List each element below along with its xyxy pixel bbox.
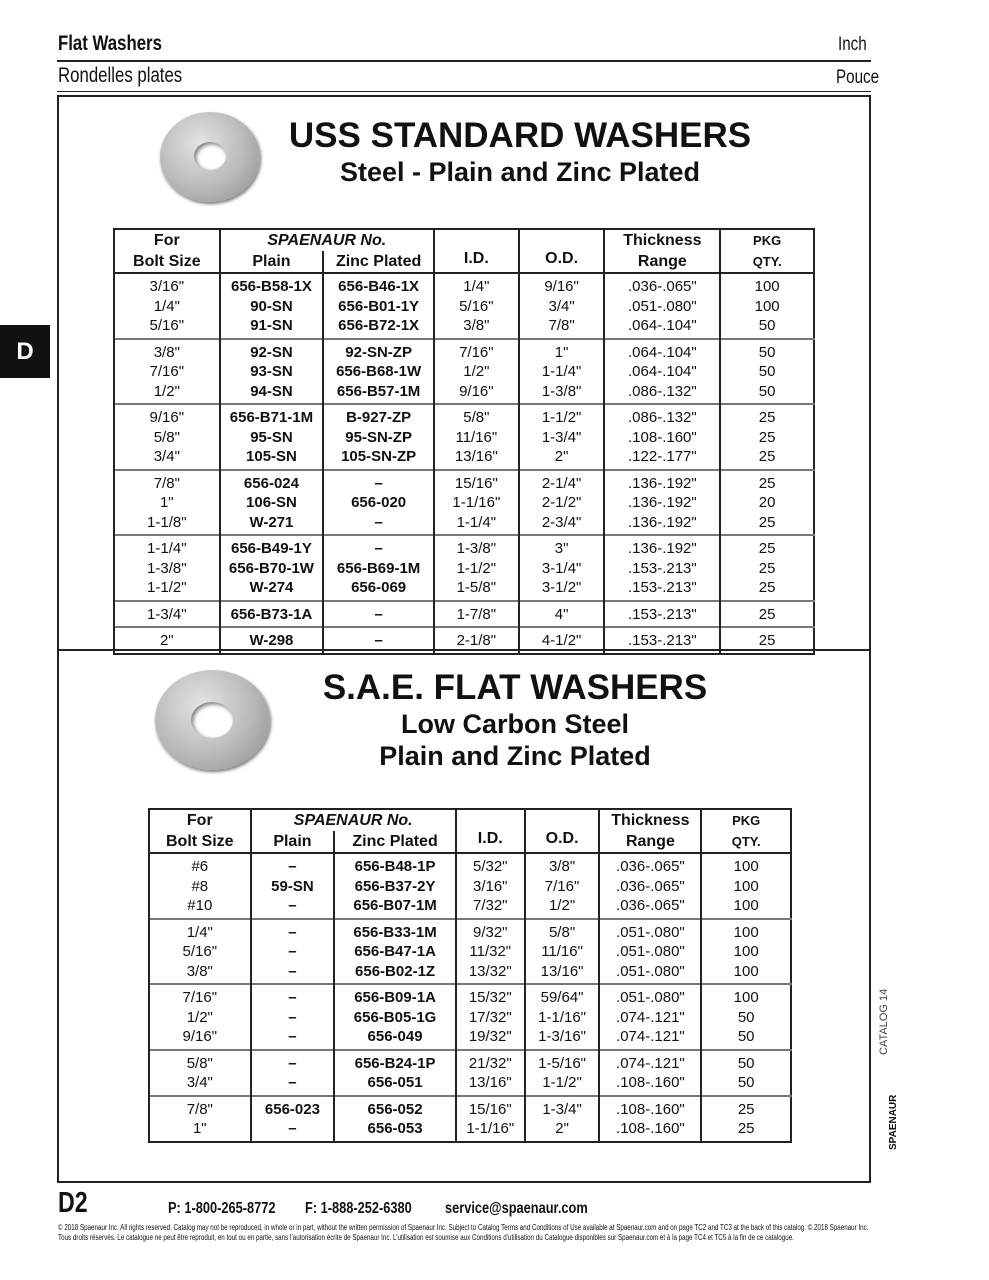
table-row bbox=[149, 877, 791, 897]
qty-header: QTY. bbox=[720, 251, 814, 273]
table-cell: 7/16" bbox=[525, 877, 600, 897]
pkg-header: PKG bbox=[720, 229, 814, 251]
table-cell: .074-.121" bbox=[599, 1008, 701, 1028]
table-cell: 4-1/2" bbox=[519, 627, 605, 654]
table-row bbox=[149, 853, 791, 877]
table-cell: 15/16" bbox=[456, 1096, 525, 1120]
table-row bbox=[149, 1008, 791, 1028]
table-row bbox=[114, 273, 814, 297]
bolt-size-header-2: Bolt Size bbox=[149, 831, 251, 853]
table-cell: 3/8" bbox=[525, 853, 600, 877]
table-cell: .036-.065" bbox=[604, 273, 720, 297]
table-cell: 656-B47-1A bbox=[334, 942, 456, 962]
table-cell: 25 bbox=[720, 513, 814, 536]
table-cell: 13/32" bbox=[456, 962, 525, 985]
table-cell: 656-B09-1A bbox=[334, 984, 456, 1008]
qty-header: QTY. bbox=[701, 831, 791, 853]
table-cell: 5/8" bbox=[525, 919, 600, 943]
table-row bbox=[114, 627, 814, 654]
legal-text: © 2018 Spaenaur Inc. All rights reserved. Catalog may not be reproduced, in whole or in part, without the written permission of Spaenaur Inc. Subject to Catalog Terms and Conditions of Use available at Spaenaur.com and on page TC2 and TC3 at the back of this catalog. © 2018 Spaenaur Inc. Tous droits réservés. Le catalogue ne peut être reproduit, en tout ou en partie, sans l’autorisation écrite de Spaenaur Inc. L’utilisation est soumise aux Conditions d’utilisation du Catalogue disponibles sur Spaenaur.com et à la page TC4 et TC5 à la fin de ce catalogue. bbox=[58, 1223, 869, 1242]
zinc-plated-header: Zinc Plated bbox=[334, 831, 456, 853]
table-cell: 5/8" bbox=[114, 428, 220, 448]
sae-table bbox=[148, 808, 792, 1143]
bolt-size-header-2: Bolt Size bbox=[114, 251, 220, 273]
table-cell: .136-.192" bbox=[604, 470, 720, 494]
table-cell: – bbox=[323, 470, 434, 494]
table-cell: 106-SN bbox=[220, 493, 324, 513]
table-row bbox=[114, 535, 814, 559]
table-cell: 100 bbox=[701, 984, 791, 1008]
table-cell: 1-3/4" bbox=[525, 1096, 600, 1120]
table-cell: 50 bbox=[701, 1027, 791, 1050]
table-cell: 1-3/8" bbox=[434, 535, 519, 559]
table-cell: 1-1/2" bbox=[434, 559, 519, 579]
table-cell: 1/2" bbox=[114, 382, 220, 405]
table-cell: – bbox=[323, 601, 434, 628]
table-cell: 656-B37-2Y bbox=[334, 877, 456, 897]
table-cell: 17/32" bbox=[456, 1008, 525, 1028]
table-cell: 1-1/2" bbox=[114, 578, 220, 601]
header-divider bbox=[57, 60, 871, 62]
table-cell: 25 bbox=[701, 1096, 791, 1120]
table-cell: 1/4" bbox=[434, 273, 519, 297]
table-cell: 1-3/4" bbox=[519, 428, 605, 448]
table-cell: .051-.080" bbox=[599, 919, 701, 943]
table-cell: .108-.160" bbox=[599, 1119, 701, 1142]
table-cell: 1-1/16" bbox=[434, 493, 519, 513]
table-cell: 1/2" bbox=[149, 1008, 251, 1028]
table-cell: .064-.104" bbox=[604, 362, 720, 382]
table-cell: – bbox=[251, 896, 335, 919]
spaenaur-no-header: SPAENAUR No. bbox=[251, 809, 456, 831]
table-cell: 3" bbox=[519, 535, 605, 559]
table-row bbox=[149, 1096, 791, 1120]
table-row bbox=[114, 601, 814, 628]
table-cell: 59/64" bbox=[525, 984, 600, 1008]
table-cell: 50 bbox=[701, 1050, 791, 1074]
table-row bbox=[114, 362, 814, 382]
uss-table bbox=[113, 228, 815, 655]
table-cell: 3-1/4" bbox=[519, 559, 605, 579]
unit-label: Inch bbox=[838, 34, 867, 55]
table-cell: 9/16" bbox=[434, 382, 519, 405]
table-cell: 11/16" bbox=[434, 428, 519, 448]
table-cell: 15/32" bbox=[456, 984, 525, 1008]
table-cell: – bbox=[251, 1073, 335, 1096]
table-cell: .086-.132" bbox=[604, 404, 720, 428]
page-title: Flat Washers bbox=[58, 32, 162, 55]
table-cell: .036-.065" bbox=[599, 853, 701, 877]
table-cell: 13/16" bbox=[456, 1073, 525, 1096]
table-row bbox=[149, 896, 791, 919]
table-cell: .122-.177" bbox=[604, 447, 720, 470]
table-cell: 11/32" bbox=[456, 942, 525, 962]
table-cell: 1-5/16" bbox=[525, 1050, 600, 1074]
table-cell: 1" bbox=[114, 493, 220, 513]
table-cell: – bbox=[323, 627, 434, 654]
table-cell: 656-B48-1P bbox=[334, 853, 456, 877]
table-cell: 656-B73-1A bbox=[220, 601, 324, 628]
uss-washer-image bbox=[160, 112, 260, 202]
table-cell: 1-3/4" bbox=[114, 601, 220, 628]
table-cell: 656-B33-1M bbox=[334, 919, 456, 943]
table-cell: 1/4" bbox=[149, 919, 251, 943]
table-row bbox=[114, 297, 814, 317]
od-header: O.D. bbox=[519, 229, 605, 273]
table-cell: 5/16" bbox=[149, 942, 251, 962]
table-cell: 3-1/2" bbox=[519, 578, 605, 601]
table-cell: 9/32" bbox=[456, 919, 525, 943]
table-cell: 656-069 bbox=[323, 578, 434, 601]
table-cell: 1-1/4" bbox=[114, 535, 220, 559]
uss-title: USS STANDARD WASHERS bbox=[288, 116, 752, 155]
table-cell: 656-B01-1Y bbox=[323, 297, 434, 317]
table-cell: – bbox=[251, 1027, 335, 1050]
phone: P: 1-800-265-8772 bbox=[168, 1200, 276, 1217]
table-cell: 11/16" bbox=[525, 942, 600, 962]
table-cell: 7/8" bbox=[519, 316, 605, 339]
table-cell: 25 bbox=[720, 535, 814, 559]
sae-subtitle: Low Carbon Steel bbox=[400, 709, 630, 739]
table-cell: 3/16" bbox=[456, 877, 525, 897]
table-cell: 9/16" bbox=[149, 1027, 251, 1050]
table-cell: 50 bbox=[701, 1073, 791, 1096]
table-cell: 3/4" bbox=[114, 447, 220, 470]
table-cell: W-274 bbox=[220, 578, 324, 601]
table-cell: – bbox=[251, 1008, 335, 1028]
table-cell: 9/16" bbox=[519, 273, 605, 297]
table-cell: 1/4" bbox=[114, 297, 220, 317]
section-tab: D bbox=[0, 325, 50, 378]
table-cell: 7/16" bbox=[149, 984, 251, 1008]
table-row bbox=[149, 942, 791, 962]
table-cell: 25 bbox=[720, 428, 814, 448]
table-cell: .051-.080" bbox=[599, 962, 701, 985]
bolt-size-header: For bbox=[149, 809, 251, 831]
table-cell: 21/32" bbox=[456, 1050, 525, 1074]
table-cell: 3/4" bbox=[519, 297, 605, 317]
table-cell: .051-.080" bbox=[604, 297, 720, 317]
table-cell: 1" bbox=[519, 339, 605, 363]
table-cell: 3/4" bbox=[149, 1073, 251, 1096]
table-cell: 1/2" bbox=[434, 362, 519, 382]
table-cell: 15/16" bbox=[434, 470, 519, 494]
uss-subtitle: Steel - Plain and Zinc Plated bbox=[339, 157, 701, 187]
table-cell: 1/2" bbox=[525, 896, 600, 919]
od-header: O.D. bbox=[525, 809, 600, 853]
table-cell: .136-.192" bbox=[604, 513, 720, 536]
table-cell: .064-.104" bbox=[604, 339, 720, 363]
table-row bbox=[149, 962, 791, 985]
table-row bbox=[114, 339, 814, 363]
table-cell: .036-.065" bbox=[599, 877, 701, 897]
table-cell: 100 bbox=[701, 942, 791, 962]
table-cell: 1" bbox=[149, 1119, 251, 1142]
table-row bbox=[114, 470, 814, 494]
table-cell: W-298 bbox=[220, 627, 324, 654]
range-header: Range bbox=[599, 831, 701, 853]
table-cell: 3/8" bbox=[149, 962, 251, 985]
table-cell: 1-1/4" bbox=[434, 513, 519, 536]
table-cell: 2-1/2" bbox=[519, 493, 605, 513]
table-cell: 656-B69-1M bbox=[323, 559, 434, 579]
table-row bbox=[149, 1050, 791, 1074]
table-cell: 7/8" bbox=[149, 1096, 251, 1120]
table-row bbox=[149, 919, 791, 943]
table-cell: 656-B02-1Z bbox=[334, 962, 456, 985]
table-cell: 100 bbox=[701, 853, 791, 877]
table-cell: 19/32" bbox=[456, 1027, 525, 1050]
table-cell: #10 bbox=[149, 896, 251, 919]
table-cell: .036-.065" bbox=[599, 896, 701, 919]
page-title-fr: Rondelles plates bbox=[58, 64, 183, 87]
table-cell: 100 bbox=[701, 896, 791, 919]
table-cell: 50 bbox=[701, 1008, 791, 1028]
table-row bbox=[114, 428, 814, 448]
table-cell: 656-B49-1Y bbox=[220, 535, 324, 559]
table-cell: 100 bbox=[701, 919, 791, 943]
table-cell: .136-.192" bbox=[604, 535, 720, 559]
sae-title: S.A.E. FLAT WASHERS bbox=[322, 668, 708, 707]
table-cell: .108-.160" bbox=[599, 1073, 701, 1096]
table-cell: 9/16" bbox=[114, 404, 220, 428]
email-link[interactable]: service@spaenaur.com bbox=[445, 1200, 588, 1217]
table-cell: 50 bbox=[720, 316, 814, 339]
table-cell: 656-B24-1P bbox=[334, 1050, 456, 1074]
table-row bbox=[114, 316, 814, 339]
table-cell: 1-5/8" bbox=[434, 578, 519, 601]
catalog-label: CATALOG 14 bbox=[878, 988, 890, 1055]
table-cell: .153-.213" bbox=[604, 627, 720, 654]
table-cell: 1-1/16" bbox=[456, 1119, 525, 1142]
table-cell: 656-B46-1X bbox=[323, 273, 434, 297]
table-cell: .074-.121" bbox=[599, 1027, 701, 1050]
table-cell: 656-B07-1M bbox=[334, 896, 456, 919]
table-cell: 2" bbox=[525, 1119, 600, 1142]
table-cell: 92-SN-ZP bbox=[323, 339, 434, 363]
range-header: Range bbox=[604, 251, 720, 273]
table-cell: – bbox=[251, 962, 335, 985]
sae-subtitle-2: Plain and Zinc Plated bbox=[379, 741, 651, 771]
table-cell: 7/32" bbox=[456, 896, 525, 919]
table-cell: B-927-ZP bbox=[323, 404, 434, 428]
table-cell: 656-024 bbox=[220, 470, 324, 494]
thickness-header: Thickness bbox=[599, 809, 701, 831]
table-cell: 2" bbox=[114, 627, 220, 654]
spaenaur-logo: SPAENAUR bbox=[888, 1094, 899, 1150]
table-cell: 656-023 bbox=[251, 1096, 335, 1120]
table-row bbox=[114, 559, 814, 579]
table-row bbox=[114, 578, 814, 601]
table-cell: – bbox=[251, 919, 335, 943]
table-cell: 656-B58-1X bbox=[220, 273, 324, 297]
table-cell: 1-1/2" bbox=[525, 1073, 600, 1096]
table-cell: .051-.080" bbox=[599, 942, 701, 962]
table-cell: .153-.213" bbox=[604, 601, 720, 628]
table-cell: 5/16" bbox=[434, 297, 519, 317]
bolt-size-header: For bbox=[114, 229, 220, 251]
table-cell: 25 bbox=[701, 1119, 791, 1142]
table-cell: 25 bbox=[720, 470, 814, 494]
table-cell: 95-SN bbox=[220, 428, 324, 448]
table-cell: 3/8" bbox=[114, 339, 220, 363]
table-cell: .074-.121" bbox=[599, 1050, 701, 1074]
table-cell: – bbox=[251, 1119, 335, 1142]
table-cell: 94-SN bbox=[220, 382, 324, 405]
table-cell: 13/16" bbox=[525, 962, 600, 985]
table-cell: W-271 bbox=[220, 513, 324, 536]
zinc-plated-header: Zinc Plated bbox=[323, 251, 434, 273]
table-cell: #6 bbox=[149, 853, 251, 877]
table-row bbox=[114, 404, 814, 428]
table-cell: – bbox=[323, 513, 434, 536]
table-cell: 2-1/4" bbox=[519, 470, 605, 494]
table-cell: – bbox=[251, 942, 335, 962]
table-row bbox=[149, 1073, 791, 1096]
table-cell: 90-SN bbox=[220, 297, 324, 317]
table-cell: #8 bbox=[149, 877, 251, 897]
table-cell: 656-049 bbox=[334, 1027, 456, 1050]
table-cell: 20 bbox=[720, 493, 814, 513]
table-cell: 3/8" bbox=[434, 316, 519, 339]
table-row bbox=[114, 493, 814, 513]
table-cell: 1-1/4" bbox=[519, 362, 605, 382]
table-cell: 656-B71-1M bbox=[220, 404, 324, 428]
plain-header: Plain bbox=[220, 251, 324, 273]
unit-label-fr: Pouce bbox=[836, 67, 880, 88]
pkg-header: PKG bbox=[701, 809, 791, 831]
table-cell: 59-SN bbox=[251, 877, 335, 897]
table-cell: 100 bbox=[701, 962, 791, 985]
table-cell: 1-3/8" bbox=[519, 382, 605, 405]
table-cell: 25 bbox=[720, 404, 814, 428]
table-cell: 7/8" bbox=[114, 470, 220, 494]
table-cell: 25 bbox=[720, 601, 814, 628]
page-number: D2 bbox=[58, 1187, 88, 1219]
table-cell: .086-.132" bbox=[604, 382, 720, 405]
table-cell: 100 bbox=[701, 877, 791, 897]
table-cell: 95-SN-ZP bbox=[323, 428, 434, 448]
table-cell: .108-.160" bbox=[604, 428, 720, 448]
table-cell: 656-052 bbox=[334, 1096, 456, 1120]
table-row bbox=[149, 1119, 791, 1142]
table-cell: 5/16" bbox=[114, 316, 220, 339]
table-cell: – bbox=[251, 1050, 335, 1074]
table-cell: 92-SN bbox=[220, 339, 324, 363]
table-cell: 2" bbox=[519, 447, 605, 470]
table-cell: 50 bbox=[720, 362, 814, 382]
table-cell: 25 bbox=[720, 559, 814, 579]
table-cell: – bbox=[251, 984, 335, 1008]
table-cell: 656-051 bbox=[334, 1073, 456, 1096]
table-cell: 656-020 bbox=[323, 493, 434, 513]
table-cell: 25 bbox=[720, 627, 814, 654]
table-cell: 1-1/2" bbox=[519, 404, 605, 428]
table-cell: 656-053 bbox=[334, 1119, 456, 1142]
table-cell: 25 bbox=[720, 447, 814, 470]
table-cell: – bbox=[251, 853, 335, 877]
table-cell: 5/8" bbox=[149, 1050, 251, 1074]
table-cell: .136-.192" bbox=[604, 493, 720, 513]
table-cell: 91-SN bbox=[220, 316, 324, 339]
header-divider bbox=[57, 91, 871, 92]
table-cell: 656-B57-1M bbox=[323, 382, 434, 405]
table-cell: 50 bbox=[720, 382, 814, 405]
table-cell: .153-.213" bbox=[604, 559, 720, 579]
sae-washer-image bbox=[155, 670, 270, 770]
table-row bbox=[114, 382, 814, 405]
table-cell: .153-.213" bbox=[604, 578, 720, 601]
table-cell: 7/16" bbox=[114, 362, 220, 382]
table-cell: .064-.104" bbox=[604, 316, 720, 339]
id-header: I.D. bbox=[456, 809, 525, 853]
spaenaur-no-header: SPAENAUR No. bbox=[220, 229, 434, 251]
table-cell: 656-B72-1X bbox=[323, 316, 434, 339]
fax: F: 1-888-252-6380 bbox=[305, 1200, 412, 1217]
id-header: I.D. bbox=[434, 229, 519, 273]
table-cell: 13/16" bbox=[434, 447, 519, 470]
table-cell: 656-B70-1W bbox=[220, 559, 324, 579]
table-cell: 100 bbox=[720, 297, 814, 317]
table-cell: 93-SN bbox=[220, 362, 324, 382]
table-cell: 7/16" bbox=[434, 339, 519, 363]
table-cell: 656-B68-1W bbox=[323, 362, 434, 382]
table-cell: 1-7/8" bbox=[434, 601, 519, 628]
table-cell: 1-3/16" bbox=[525, 1027, 600, 1050]
table-cell: 2-3/4" bbox=[519, 513, 605, 536]
table-cell: .051-.080" bbox=[599, 984, 701, 1008]
table-cell: 4" bbox=[519, 601, 605, 628]
table-cell: 1-3/8" bbox=[114, 559, 220, 579]
table-cell: .108-.160" bbox=[599, 1096, 701, 1120]
table-cell: 656-B05-1G bbox=[334, 1008, 456, 1028]
table-cell: 2-1/8" bbox=[434, 627, 519, 654]
table-cell: 3/16" bbox=[114, 273, 220, 297]
table-cell: 105-SN-ZP bbox=[323, 447, 434, 470]
table-cell: – bbox=[323, 535, 434, 559]
thickness-header: Thickness bbox=[604, 229, 720, 251]
table-row bbox=[149, 984, 791, 1008]
plain-header: Plain bbox=[251, 831, 335, 853]
table-row bbox=[114, 513, 814, 536]
table-cell: 105-SN bbox=[220, 447, 324, 470]
table-cell: 100 bbox=[720, 273, 814, 297]
table-row bbox=[149, 1027, 791, 1050]
table-cell: 1-1/16" bbox=[525, 1008, 600, 1028]
table-cell: 5/8" bbox=[434, 404, 519, 428]
table-cell: 25 bbox=[720, 578, 814, 601]
table-cell: 5/32" bbox=[456, 853, 525, 877]
table-cell: 50 bbox=[720, 339, 814, 363]
table-cell: 1-1/8" bbox=[114, 513, 220, 536]
table-row bbox=[114, 447, 814, 470]
